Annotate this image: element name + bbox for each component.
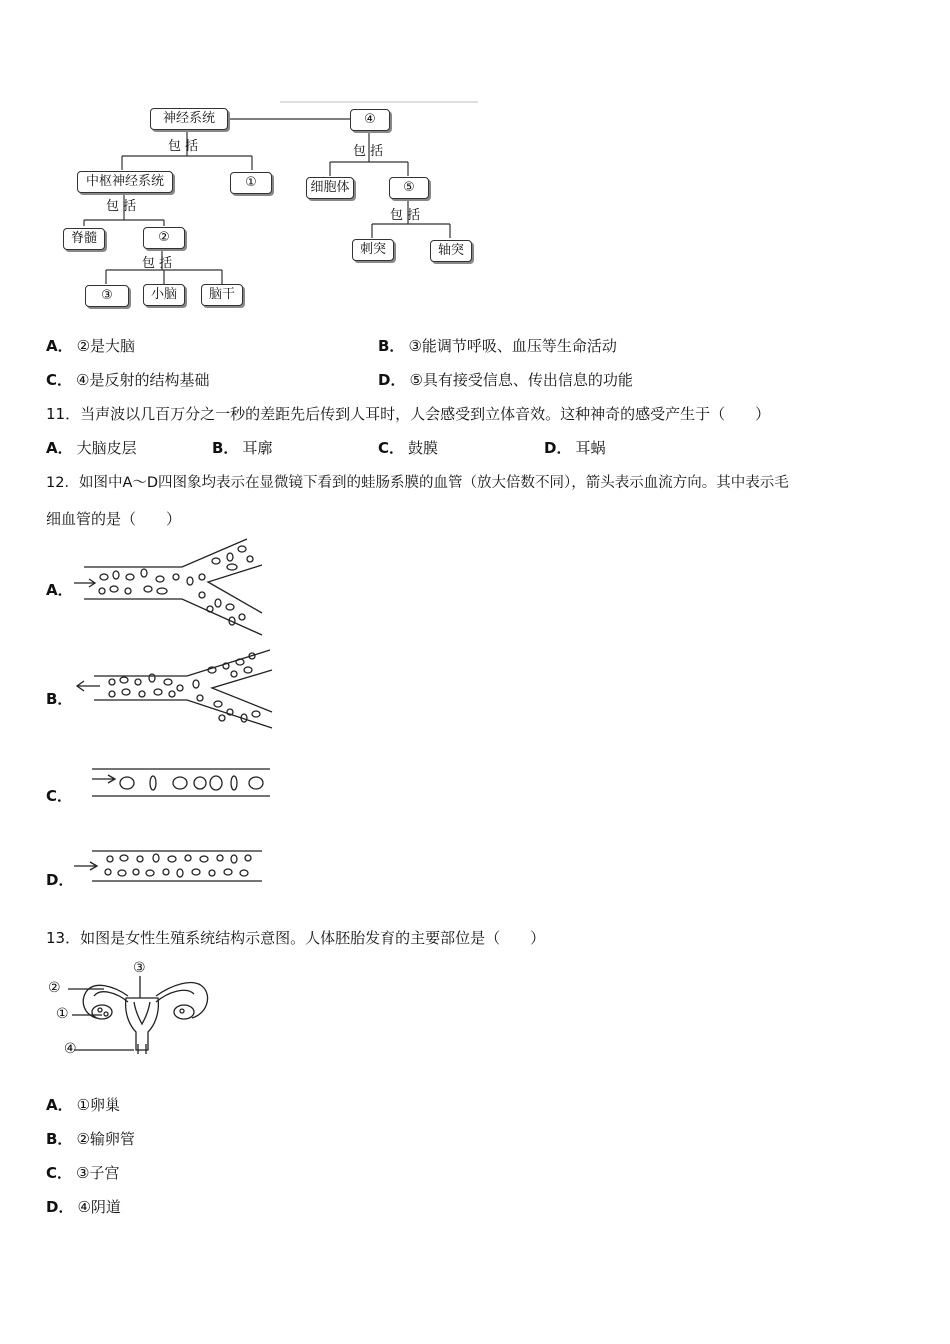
- box-label: 轴突: [437, 243, 464, 258]
- option-text: 耳蜗: [575, 439, 606, 457]
- option-text: 耳廓: [242, 439, 273, 457]
- fig-label-3: ③: [133, 960, 146, 976]
- box-cns: [77, 171, 173, 193]
- option-letter: B．: [378, 337, 405, 355]
- option-letter: C．: [46, 371, 73, 389]
- box-spinal-cord: [63, 228, 105, 250]
- box-label: ④: [364, 112, 376, 127]
- box-label: 脑干: [208, 287, 235, 302]
- box-dendrite: [352, 239, 394, 261]
- option-text: ②输卵管: [76, 1130, 135, 1148]
- box-label: 神经系统: [162, 111, 215, 126]
- fig-label-1: ①: [56, 1006, 69, 1022]
- q10-option-d: [378, 370, 633, 390]
- q12-stem-line2: 细血管的是（ ）: [46, 510, 182, 528]
- q12-label-d: D．: [46, 871, 74, 889]
- q10-option-a: [46, 336, 135, 356]
- option-letter: B．: [46, 1130, 73, 1148]
- box-label: 脊髓: [70, 231, 97, 246]
- box-5: [389, 177, 429, 199]
- box-label: ②: [158, 230, 170, 245]
- option-text: ③子宫: [76, 1164, 120, 1182]
- option-text: ③能调节呼吸、血压等生命活动: [408, 337, 617, 355]
- q12-stem-line1: 12．如图中A～D四图象均表示在显微镜下看到的蛙肠系膜的血管（放大倍数不同），箭头表示血流方向。其中表示毛: [46, 475, 789, 491]
- box-label: 中枢神经系统: [85, 174, 164, 189]
- q11-stem: 11．当声波以几百万分之一秒的差距先后传到人耳时，人会感受到立体音效。这种神奇的感受产生于（ ）: [46, 405, 771, 423]
- box-2: [143, 227, 185, 249]
- include-label: 包 括: [353, 144, 384, 159]
- fig-label-4: ④: [64, 1041, 77, 1057]
- box-3: [85, 285, 129, 307]
- q10-option-b: [378, 336, 617, 356]
- q12-label-a: A．: [46, 581, 73, 599]
- include-label: 包 括: [390, 208, 421, 223]
- box-label: 刺突: [359, 242, 386, 257]
- q13-option-b: [46, 1129, 135, 1149]
- q11-option-d: [544, 438, 605, 458]
- q13-option-a: [46, 1095, 120, 1115]
- vessel-figure-c: [72, 765, 272, 801]
- q12-label-b: B．: [46, 690, 73, 708]
- q13-option-d: [46, 1197, 121, 1217]
- box-label: ③: [101, 288, 113, 303]
- q11-option-c: [378, 438, 438, 458]
- option-text: 鼓膜: [408, 439, 439, 457]
- box-4: [350, 109, 390, 131]
- option-text: ④阴道: [77, 1198, 121, 1216]
- tree-connectors: [0, 90, 500, 410]
- option-text: ⑤具有接受信息、传出信息的功能: [409, 371, 633, 389]
- option-text: 大脑皮层: [76, 439, 137, 457]
- include-label: 包 括: [142, 256, 173, 271]
- option-letter: A．: [46, 337, 73, 355]
- q13-stem: 13．如图是女性生殖系统结构示意图。人体胚胎发育的主要部位是（ ）: [46, 929, 546, 947]
- q11-option-b: [212, 438, 272, 458]
- q11-option-a: [46, 438, 137, 458]
- option-text: ①卵巢: [76, 1096, 121, 1114]
- vessel-figure-d: [72, 848, 272, 884]
- box-brainstem: [201, 284, 243, 306]
- option-letter: D．: [46, 1198, 74, 1216]
- option-letter: D．: [544, 439, 572, 457]
- option-letter: C．: [378, 439, 405, 457]
- option-letter: B．: [212, 439, 239, 457]
- option-letter: A．: [46, 1096, 73, 1114]
- include-label: 包 括: [106, 199, 137, 214]
- box-cell-body: [306, 177, 354, 199]
- q10-option-c: [46, 370, 209, 390]
- option-letter: A．: [46, 439, 73, 457]
- q13-option-c: [46, 1163, 119, 1183]
- box-cerebellum: [143, 284, 185, 306]
- box-label: 小脑: [150, 287, 177, 302]
- option-letter: C．: [46, 1164, 73, 1182]
- box-label: ①: [245, 175, 257, 190]
- fig-label-2: ②: [48, 980, 61, 996]
- option-text: ②是大脑: [76, 337, 136, 355]
- box-label: ⑤: [403, 180, 415, 195]
- vessel-figure-a: [72, 537, 272, 637]
- box-1: [230, 172, 272, 194]
- option-letter: D．: [378, 371, 406, 389]
- box-nervous-system: [150, 108, 228, 130]
- box-axon: [430, 240, 472, 262]
- vessel-figure-b: [72, 648, 282, 748]
- box-label: 细胞体: [310, 180, 350, 195]
- q12-label-c: C．: [46, 787, 73, 805]
- include-label: 包 括: [168, 139, 199, 154]
- option-text: ④是反射的结构基础: [76, 371, 210, 389]
